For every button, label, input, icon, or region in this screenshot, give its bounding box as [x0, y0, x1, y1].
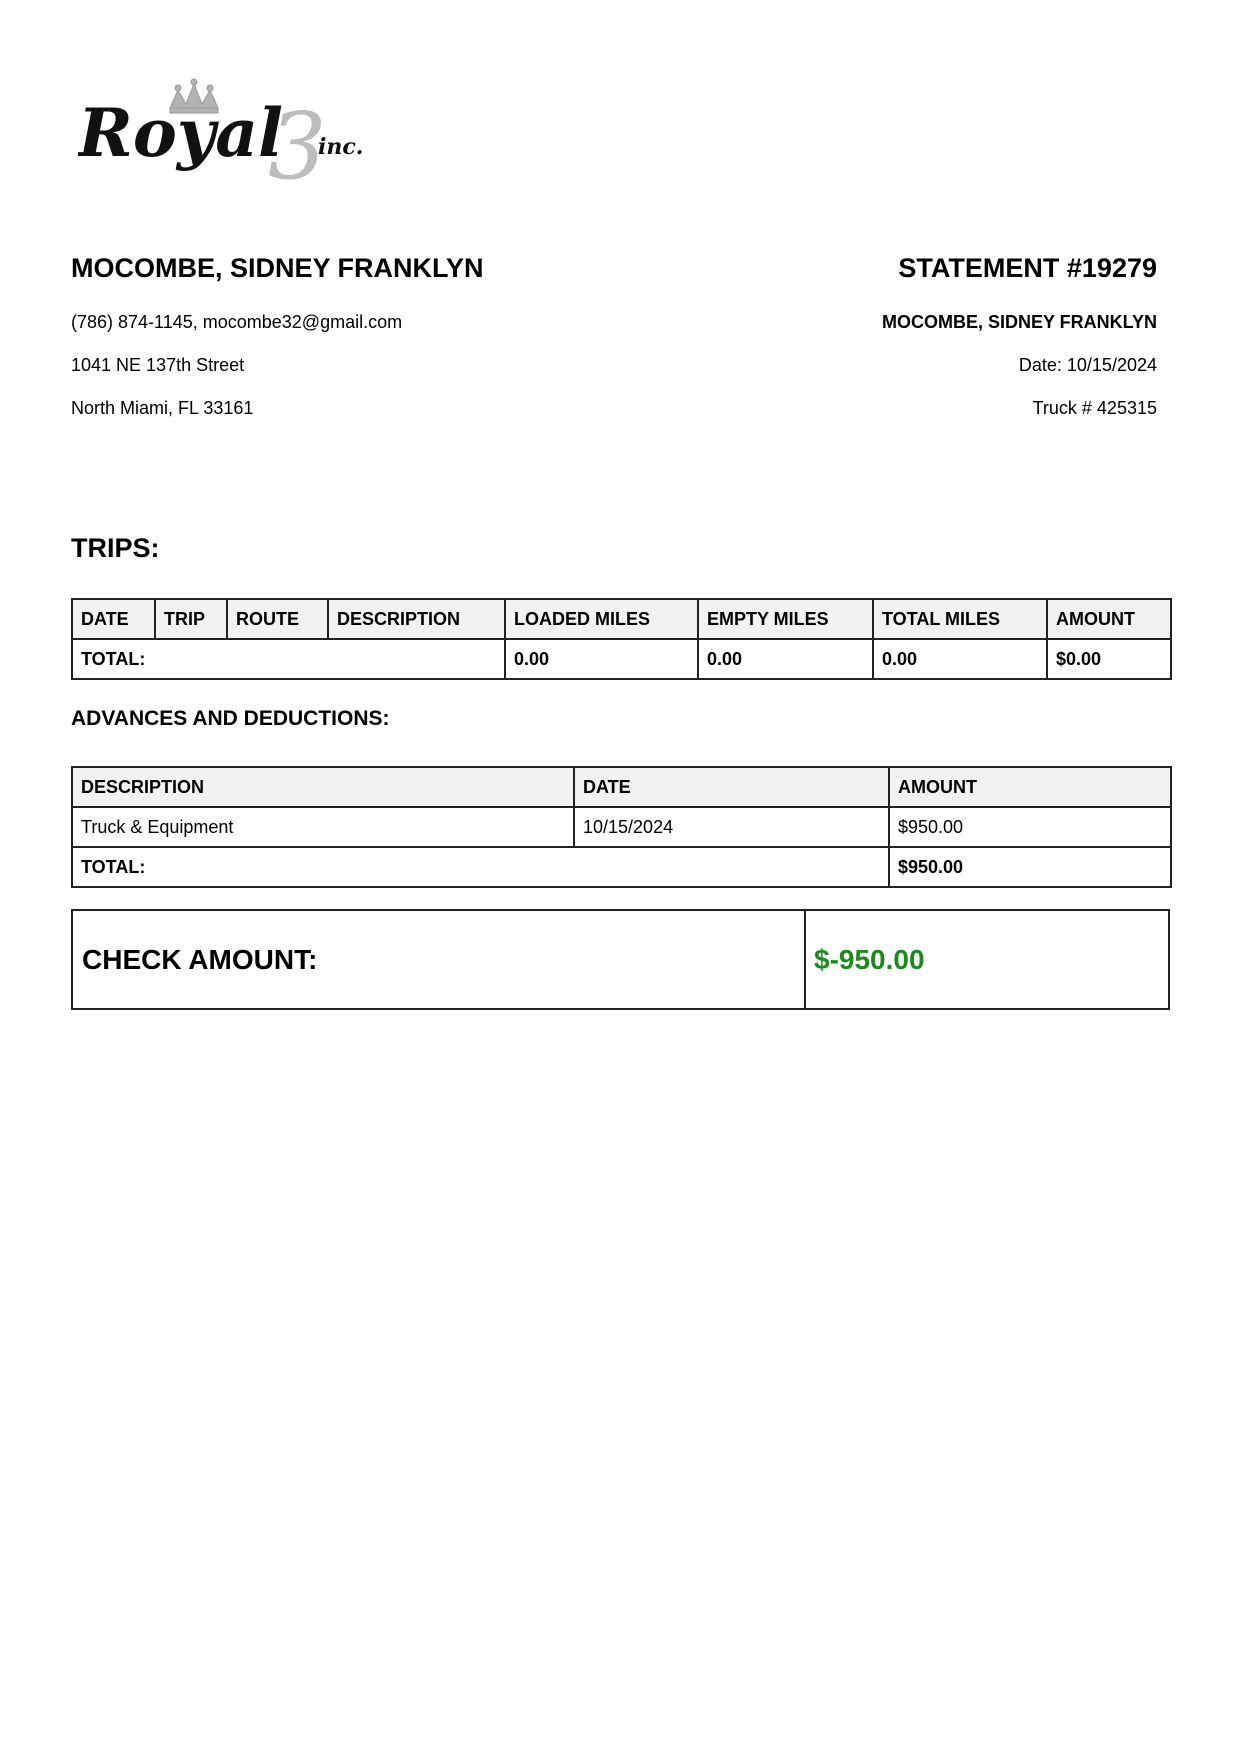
- statement-date: Date: 10/15/2024: [1018, 355, 1157, 375]
- statement-truck: Truck # 425315: [1032, 398, 1157, 418]
- driver-block: [71, 248, 484, 288]
- check-amount-box: [71, 909, 1170, 1010]
- advances-total-amount: $950.00: [889, 847, 1171, 887]
- driver-name: MOCOMBE, SIDNEY FRANKLYN: [71, 253, 484, 283]
- driver-contact: (786) 874-1145, mocombe32@gmail.com: [71, 312, 403, 332]
- trips-total-empty-miles: 0.00: [698, 639, 873, 679]
- svg-text:inc.: inc.: [318, 134, 364, 160]
- trips-header-description: DESCRIPTION: [328, 599, 505, 639]
- trips-total-loaded-miles: 0.00: [505, 639, 698, 679]
- advances-total-row: [72, 847, 1171, 887]
- advances-heading: ADVANCES AND DEDUCTIONS:: [71, 707, 390, 730]
- driver-city: North Miami, FL 33161: [71, 398, 254, 418]
- trips-header-amount: AMOUNT: [1047, 599, 1171, 639]
- royal-3-logo-image: [78, 78, 388, 198]
- statement-driver-name: MOCOMBE, SIDNEY FRANKLYN: [881, 312, 1157, 332]
- advance-description: Truck & Equipment: [72, 807, 574, 847]
- trips-header-empty-miles: EMPTY MILES: [698, 599, 873, 639]
- trips-header-total-miles: TOTAL MILES: [873, 599, 1047, 639]
- trips-header-date: DATE: [72, 599, 155, 639]
- trips-header-route: ROUTE: [227, 599, 328, 639]
- advances-header-date: DATE: [574, 767, 889, 807]
- statement-block: [898, 248, 1157, 288]
- check-amount-value: $-950.00: [814, 943, 925, 975]
- advances-table: [71, 766, 1172, 888]
- check-amount-label: CHECK AMOUNT:: [73, 911, 806, 1008]
- advances-total-label: TOTAL:: [72, 847, 889, 887]
- trips-header-row: [72, 599, 1171, 639]
- advances-header-amount: AMOUNT: [889, 767, 1171, 807]
- trips-total-total-miles: 0.00: [873, 639, 1047, 679]
- statement-title: STATEMENT #19279: [898, 253, 1157, 283]
- driver-street: 1041 NE 137th Street: [71, 355, 245, 375]
- advances-header-description: DESCRIPTION: [72, 767, 574, 807]
- advance-amount: $950.00: [889, 807, 1171, 847]
- trips-total-label: TOTAL:: [72, 639, 505, 679]
- company-logo: [78, 78, 388, 198]
- advance-date: 10/15/2024: [574, 807, 889, 847]
- trips-table: [71, 598, 1172, 680]
- trips-header-loaded-miles: LOADED MILES: [505, 599, 698, 639]
- svg-text:3: 3: [268, 93, 327, 198]
- svg-text:Royal: Royal: [78, 94, 284, 172]
- trips-header-trip: TRIP: [155, 599, 227, 639]
- trips-total-row: [72, 639, 1171, 679]
- trips-total-amount: $0.00: [1047, 639, 1171, 679]
- advances-header-row: [72, 767, 1171, 807]
- table-row: [72, 807, 1171, 847]
- trips-heading: TRIPS:: [71, 533, 160, 563]
